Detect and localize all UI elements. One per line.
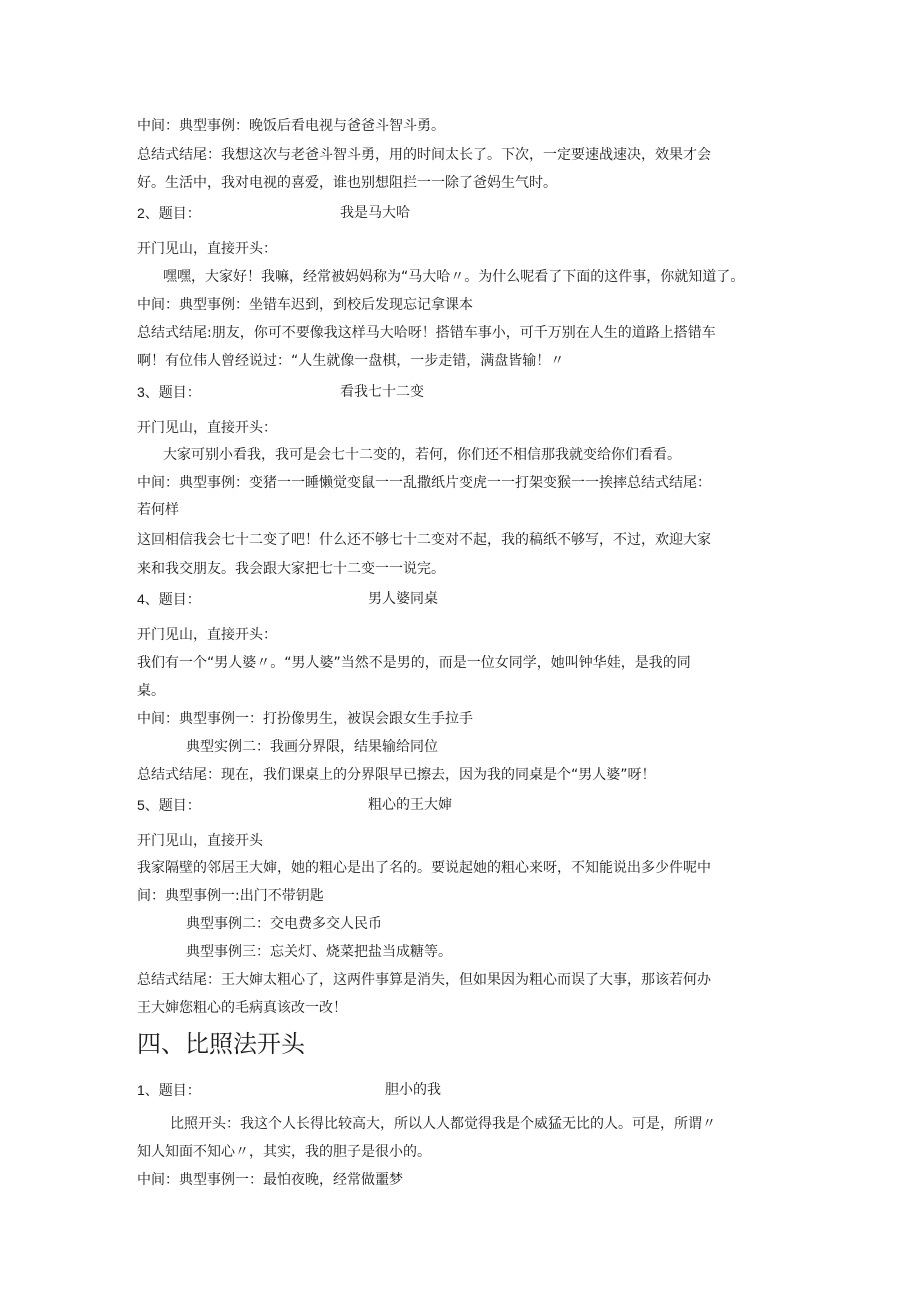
text-line: 中间：典型事例：变猪一一睡懒觉变鼠一一乱撒纸片变虎一一打架变猴一一挨摔总结式结尾： xyxy=(137,475,711,491)
topic-heading xyxy=(137,589,860,610)
text-line: 中间：典型事例：坐错车迟到，到校后发现忘记拿课本 xyxy=(137,297,473,313)
topic-heading xyxy=(137,382,860,403)
text-line: 总结式结尾：现在，我们课桌上的分界限早已擦去，因为我的同桌是个“男人婆”呀！ xyxy=(137,767,656,783)
topic-number: 5、题目： xyxy=(137,797,201,813)
text-line: 总结式结尾:朋友，你可不要像我这样马大哈呀！搭错车事小，可千万别在人生的道路上搭错车 xyxy=(137,325,716,341)
topic-heading xyxy=(137,1080,860,1101)
text-line: 我们有一个“男人婆〃。“男人婆”当然不是男的，而是一位女同学，她叫钟华娃，是我的同 xyxy=(137,655,691,671)
text-line: 总结式结尾：我想这次与老爸斗智斗勇，用的时间太长了。下次，一定要速战速决，效果才会 xyxy=(137,147,711,163)
topic-number: 1、题目： xyxy=(137,1082,201,1098)
text-line: 这回相信我会七十二变了吧！什么还不够七十二变对不起，我的稿纸不够写，不过，欢迎大家 xyxy=(137,532,711,548)
topic-title: 男人婆同桌 xyxy=(368,591,438,607)
text-line: 总结式结尾：王大婶太粗心了，这两件事算是消失，但如果因为粗心而误了大事，那该若何办 xyxy=(137,972,711,988)
text-line: 桌。 xyxy=(137,683,165,699)
text-line: 王大婶您粗心的毛病真该改一改！ xyxy=(137,1000,347,1016)
text-line: 中间：典型事例：晚饭后看电视与爸爸斗智斗勇。 xyxy=(137,118,445,134)
text-line: 开门见山，直接开头 xyxy=(137,833,263,849)
text-line: 我家隔壁的邻居王大婶，她的粗心是出了名的。要说起她的粗心来呀，不知能说出多少件呢中 xyxy=(137,860,711,876)
text-line: 大家可别小看我，我可是会七十二变的，若何，你们还不相信那我就变给你们看看。 xyxy=(163,447,681,463)
text-line: 中间：典型事例一：最怕夜晚，经常做噩梦 xyxy=(137,1172,403,1188)
topic-title: 我是马大哈 xyxy=(340,205,410,221)
text-line: 开门见山，直接开头： xyxy=(137,420,277,436)
text-line: 典型事例二：交电费多交人民币 xyxy=(186,916,382,932)
text-line: 开门见山，直接开头： xyxy=(137,241,277,257)
text-line: 开门见山，直接开头： xyxy=(137,627,277,643)
text-line: 知人知面不知心〃，其实，我的胆子是很小的。 xyxy=(137,1144,431,1160)
text-line: 典型事例三：忘关灯、烧菜把盐当成糖等。 xyxy=(186,944,452,960)
text-line: 来和我交朋友。我会跟大家把七十二变一一说完。 xyxy=(137,561,445,577)
topic-title: 胆小的我 xyxy=(385,1082,441,1098)
topic-title: 看我七十二变 xyxy=(340,384,424,400)
topic-number: 3、题目： xyxy=(137,384,201,400)
text-line: 比照开头：我这个人长得比较高大，所以人人都觉得我是个威猛无比的人。可是，所谓〃 xyxy=(170,1116,716,1132)
text-line: 好。生活中，我对电视的喜爱，谁也别想阻拦一一除了爸妈生气时。 xyxy=(137,175,557,191)
topic-heading xyxy=(137,795,860,816)
text-line: 典型实例二：我画分界限，结果输给同位 xyxy=(186,739,438,755)
topic-number: 2、题目： xyxy=(137,205,201,221)
topic-heading xyxy=(137,203,860,224)
text-line: 啊！有位伟人曾经说过：“人生就像一盘棋，一步走错，满盘皆输！〃 xyxy=(137,353,565,369)
section-heading: 四、比照法开头 xyxy=(137,1030,305,1058)
text-line: 中间：典型事例一：打扮像男生，被误会跟女生手拉手 xyxy=(137,711,473,727)
text-line: 嘿嘿，大家好！我嘛，经常被妈妈称为“马大哈〃。为什么呢看了下面的这件事，你就知道了。 xyxy=(163,269,745,285)
topic-title: 粗心的王大婶 xyxy=(368,797,452,813)
text-line: 若何样 xyxy=(137,502,179,518)
text-line: 间：典型事例一:出门不带钥匙 xyxy=(137,888,324,904)
topic-number: 4、题目： xyxy=(137,591,201,607)
